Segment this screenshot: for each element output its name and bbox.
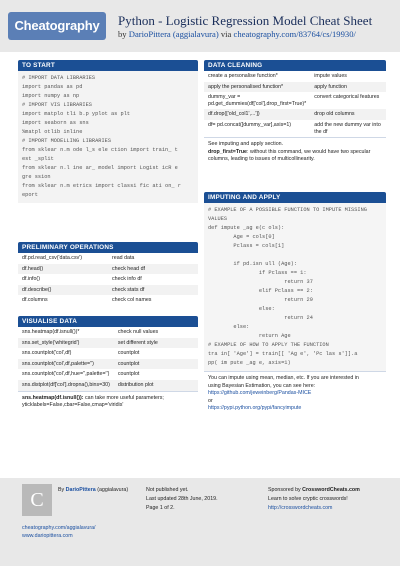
visualise-table [18,327,198,391]
table-row [18,295,198,306]
code-cell: sns.set_style('whitegrid') [18,338,114,349]
code-line: tra in[ 'Age'] = train[[ 'Ag e', 'Pc las s']].a [208,351,358,357]
last-updated: Last updated 28th June, 2019. [146,496,218,502]
desc-cell: apply function [310,82,386,93]
code-cell: df.drop(['old_col1',...']) [204,109,310,120]
via-text: via [220,29,232,39]
cleaning-note [204,137,386,167]
note-text-2: : without this command, we would have two specular columns, leading to issues of multicollinearity. [208,148,371,163]
data-cleaning-section [204,60,386,167]
code-line: pp( im pute _ag e, axis=1) [208,360,291,366]
page-title: Python - Logistic Regression Model Cheat Sheet [118,13,373,28]
desc-cell: countplot [117,371,140,378]
note-text-2: using Bayesian Estimation, you can see here: [208,382,316,389]
sheet-url-link[interactable]: cheatography.com/83764/cs/19930/ [233,29,356,39]
code-cell: dummy_var = pd.get_dummies(df['col'],drop_first=True)* [208,94,307,107]
code-line: gre ssion [22,174,51,180]
published-status: Not published yet. [146,487,189,493]
desc-cell: impute values [314,73,347,79]
footer-author [58,487,128,493]
code-line: # IMPORT MODELLING LIBRARIES [22,138,112,144]
note-text: See imputing and apply section. [208,141,284,148]
table-row [18,264,198,275]
cheatography-logo[interactable]: Cheatography [8,12,106,40]
or-text: or [208,397,213,404]
table-row [18,348,198,359]
code-block [18,71,198,203]
mice-link[interactable]: https://github.com/jeweinberg/Pandas-MICE [208,390,312,397]
code-cell: df= pd.concat([dummy_var],axis=1) [208,121,292,128]
code-cell: df.pd.read_csv('data.csv') [22,255,83,261]
table-row [204,120,386,137]
table-row [18,369,198,380]
code-line: eport [22,192,38,198]
code-line: else: [208,306,275,312]
footer-site [22,533,73,539]
visualise-note [18,391,198,413]
author-handle: (aggialavura) [97,487,129,493]
code-line: VALUES [208,216,228,222]
table-row [204,109,386,120]
section-title: PRELIMINARY OPERATIONS [18,242,198,253]
desc-cell: convert categorical features [314,94,380,101]
sponsor-link[interactable]: http://crosswordcheats.com [268,505,333,511]
table-row [18,380,198,391]
section-title: DATA CLEANING [204,60,386,71]
code-line: # IMPORT VIS LIBRARIES [22,102,92,108]
footer-profile [22,525,96,531]
note-text: can take more useful parameters; [83,394,164,401]
author-avatar[interactable]: C [22,484,52,516]
by-text: By [58,487,65,493]
page-header [0,0,400,52]
fancyimpute-link[interactable]: https://pypi.python.org/pypi/fancyimpute [208,405,302,412]
code-line: from sklear n.m etrics import classi fic ati on_ r [22,183,181,189]
table-row [204,82,386,93]
code-line: def impute _ag e(c ols): [208,225,285,231]
sponsor-url-line [268,505,332,511]
note-bold: sns.heatmap(df.isnull()): [22,394,84,401]
section-title: TO START [18,60,198,71]
desc-cell: check stats df [108,285,198,296]
preliminary-section [18,242,198,306]
desc-cell: check col names [112,297,152,304]
code-cell: sns.heatmap(df.isnull())* [22,329,80,335]
code-line: # EXAMPLE OF HOW TO APPLY THE FUNCTION [208,342,329,348]
desc-cell: countplot [114,359,198,370]
code-line: import matplo tli b.p yplot as plt [22,111,131,117]
to-start-section [18,60,198,203]
sponsor-name[interactable]: CrosswordCheats.com [302,487,360,493]
code-line: from sklear n.m ode l_s ele ction import train_ t [22,147,178,153]
table-row [204,92,386,109]
table-row [18,359,198,370]
desc-cell: countplot [117,350,140,357]
code-cell: sns.countplot('col',df,palette='') [18,359,114,370]
code-line: elif Pclass == 2: [208,288,313,294]
desc-cell: check info df [112,276,142,283]
page-number: Page 1 of 2. [146,505,175,511]
section-title: VISUALISE DATA [18,316,198,327]
code-cell: df.describe() [18,285,108,296]
code-line: %matpl otlib inline [22,129,83,135]
code-cell: sns.countplot('col',df) [22,350,72,357]
sponsor-tagline: Learn to solve cryptic crosswords! [268,496,348,502]
code-line: if Pclass == 1: [208,270,307,276]
code-cell: apply the personalised function* [204,82,310,93]
section-title: IMPUTING AND APPLY [204,192,386,203]
visualise-section [18,316,198,413]
code-line: return Age [208,333,291,339]
code-line: Pclass = cols[1] [208,243,285,249]
cleaning-table [204,71,386,137]
header-byline [118,29,356,39]
code-line: import numpy as np [22,93,80,99]
code-line: # IMPORT DATA LIBRARIES [22,75,96,81]
code-line: # EXAMPLE OF A POSSIBLE FUNCTION TO IMPUTE MISSING [208,207,367,213]
by-text: by [118,29,127,39]
note-bold: drop_first=True [208,148,247,155]
table-row [18,253,198,264]
footer-author-link[interactable]: DarioPittera [65,487,96,493]
code-line: else: [208,324,250,330]
sponsored-prefix: Sponsored by [268,487,301,493]
preliminary-table [18,253,198,306]
code-line [208,251,382,260]
code-cell: df.info() [22,276,40,283]
code-line: return 29 [208,297,313,303]
profile-link[interactable]: cheatography.com/aggialavura/ [22,525,96,531]
code-line: return 24 [208,315,313,321]
desc-cell: read data [112,255,135,261]
imputing-note [204,371,386,416]
imputing-section [204,192,386,416]
code-cell: sns.countplot('col',df,hue='',palette='') [22,371,110,378]
desc-cell: check head df [108,264,198,275]
note-text-2: yticklabels=False,cbar=False,cmap='viridis' [22,402,124,409]
code-cell: df.columns [22,297,48,304]
page-footer [0,478,400,566]
code-cell: create a personalise function* [208,73,278,79]
desc-cell: add the new dummy var into the df [314,121,381,135]
code-line: import seaborn as sns [22,120,89,126]
table-row [18,327,198,338]
desc-cell: check null values [117,329,159,335]
code-cell: df.head() [18,264,108,275]
code-cell: sns.distplot(df['col'].dropna(),bins=30) [18,380,114,391]
note-text: You can impute using mean, median, etc. If you are interested in [208,375,359,381]
code-line: from sklear n.l ine ar_ model import Logist icR e [22,165,178,171]
table-row [18,285,198,296]
website-link[interactable]: www.dariopittera.com [22,533,73,539]
desc-cell: drop old columns [310,109,386,120]
desc-cell: set different style [114,338,198,349]
code-block [204,203,386,371]
table-row [18,274,198,285]
sponsor-line [268,487,360,493]
table-row [204,71,386,82]
code-line: import pandas as pd [22,84,83,90]
code-line: if pd.isn ull (Age): [208,261,298,267]
code-line: Age = cols[0] [208,234,275,240]
table-row [18,338,198,349]
code-line: return 37 [208,279,313,285]
desc-cell: distribution plot [114,380,198,391]
author-link[interactable]: DarioPittera (aggialavura) [128,29,219,39]
code-line: est _split [22,156,54,162]
